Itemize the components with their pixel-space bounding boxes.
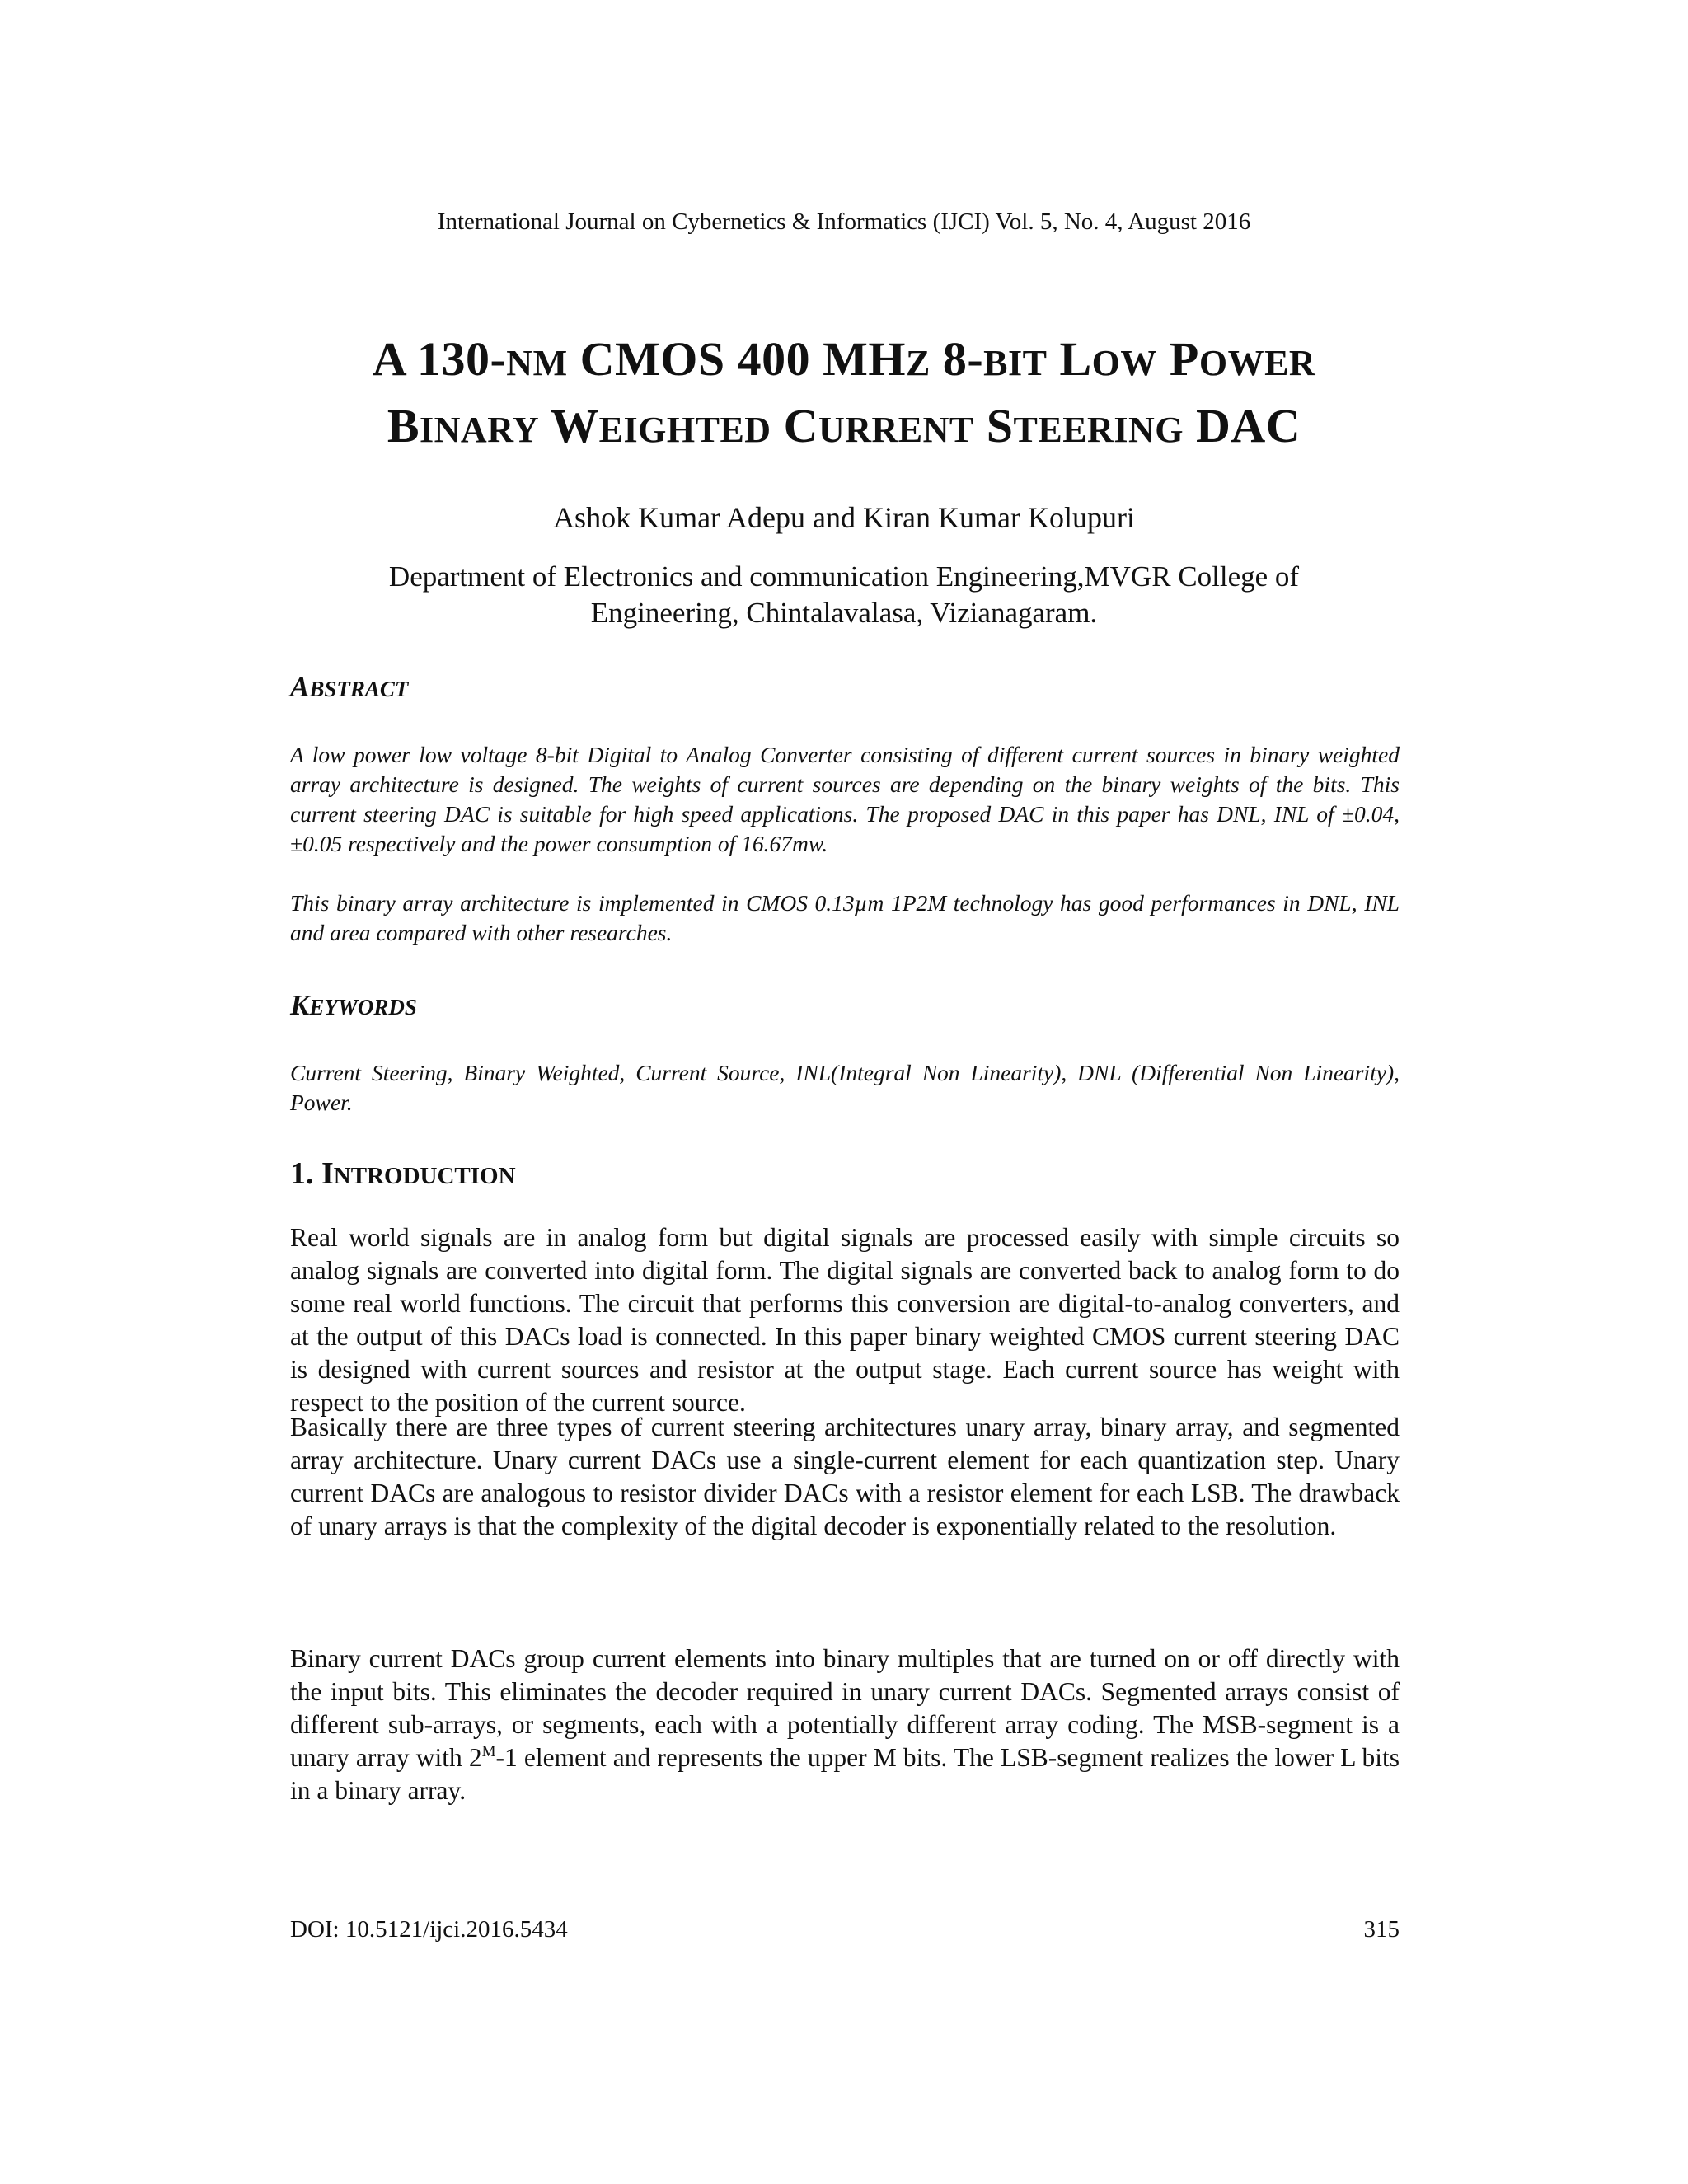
introduction-heading: 1. INTRODUCTION [290,1156,516,1191]
authors: Ashok Kumar Adepu and Kiran Kumar Kolupuri [553,501,1135,534]
keywords-text: Current Steering, Binary Weighted, Current Source, INL(Integral Non Linearity), DNL (Differential Non Linearity), Power. [290,1060,1400,1115]
abstract-heading: ABSTRACT [290,671,409,703]
introduction-paragraph-1: Real world signals are in analog form but digital signals are processed easily with simple circuits so analog signals are converted into digital form. The digital signals are converted back to analog form to do some real world functions. The circuit that performs this conversion are digital-to-analog converters, and at the output of this DACs load is connected. In this paper binary weighted CMOS current steering DAC is designed with current sources and resistor at the output stage. Each current source has weight with respect to the position of the current source. [290,1223,1400,1417]
running-header: International Journal on Cybernetics & Informatics (IJCI) Vol. 5, No. 4, August 2016 [437,209,1251,235]
title-line-1: A 130-NM CMOS 400 MHZ 8-BIT LOW POWER [372,332,1316,386]
superscript-m: M [481,1743,496,1760]
doi: DOI: 10.5121/ijci.2016.5434 [290,1916,568,1943]
introduction-paragraph-2: Basically there are three types of current steering architectures unary array, binary array, and segmented array architecture. Unary current DACs use a single-current element for each quantization step. Unary current DACs are analogous to resistor divider DACs with a resistor element for each LSB. The drawback of unary arrays is that the complexity of the digital decoder is exponentially related to the resolution. [290,1413,1400,1540]
keywords-heading: KEYWORDS [290,989,417,1021]
paper-title [0,328,1688,462]
title-line-2: BINARY WEIGHTED CURRENT STEERING DAC [387,399,1301,452]
page-number: 315 [1363,1916,1400,1943]
introduction-paragraph-3: Binary current DACs group current elements into binary multiples that are turned on or off directly with the input bits. This eliminates the decoder required in unary current DACs. Segmented arrays consist of different sub-arrays, or segments, each with a potentially different array coding. The MSB-segment is a unary array with $2^M-1$ element and represents the upper M bits. The LSB-segment realizes the lower L bits in a binary array. [290,1644,1400,1805]
affiliation: Department of Electronics and communication Engineering,MVGR College of Engineering, Chintalavalasa, Vizianagaram. [388,560,1300,629]
abstract-paragraph-1: A low power low voltage 8-bit Digital to Analog Converter consisting of different current sources in binary weighted array architecture is designed. The weights of current sources are depending on the binary weights of the bits. This current steering DAC is suitable for high speed applications. The proposed DAC in this paper has DNL, INL of ±0.04, ±0.05 respectively and the power consumption of 16.67mw. [290,742,1400,856]
abstract-paragraph-2: This binary array architecture is implemented in CMOS 0.13µm 1P2M technology has good performances in DNL, INL and area compared with other researches. [290,890,1400,945]
